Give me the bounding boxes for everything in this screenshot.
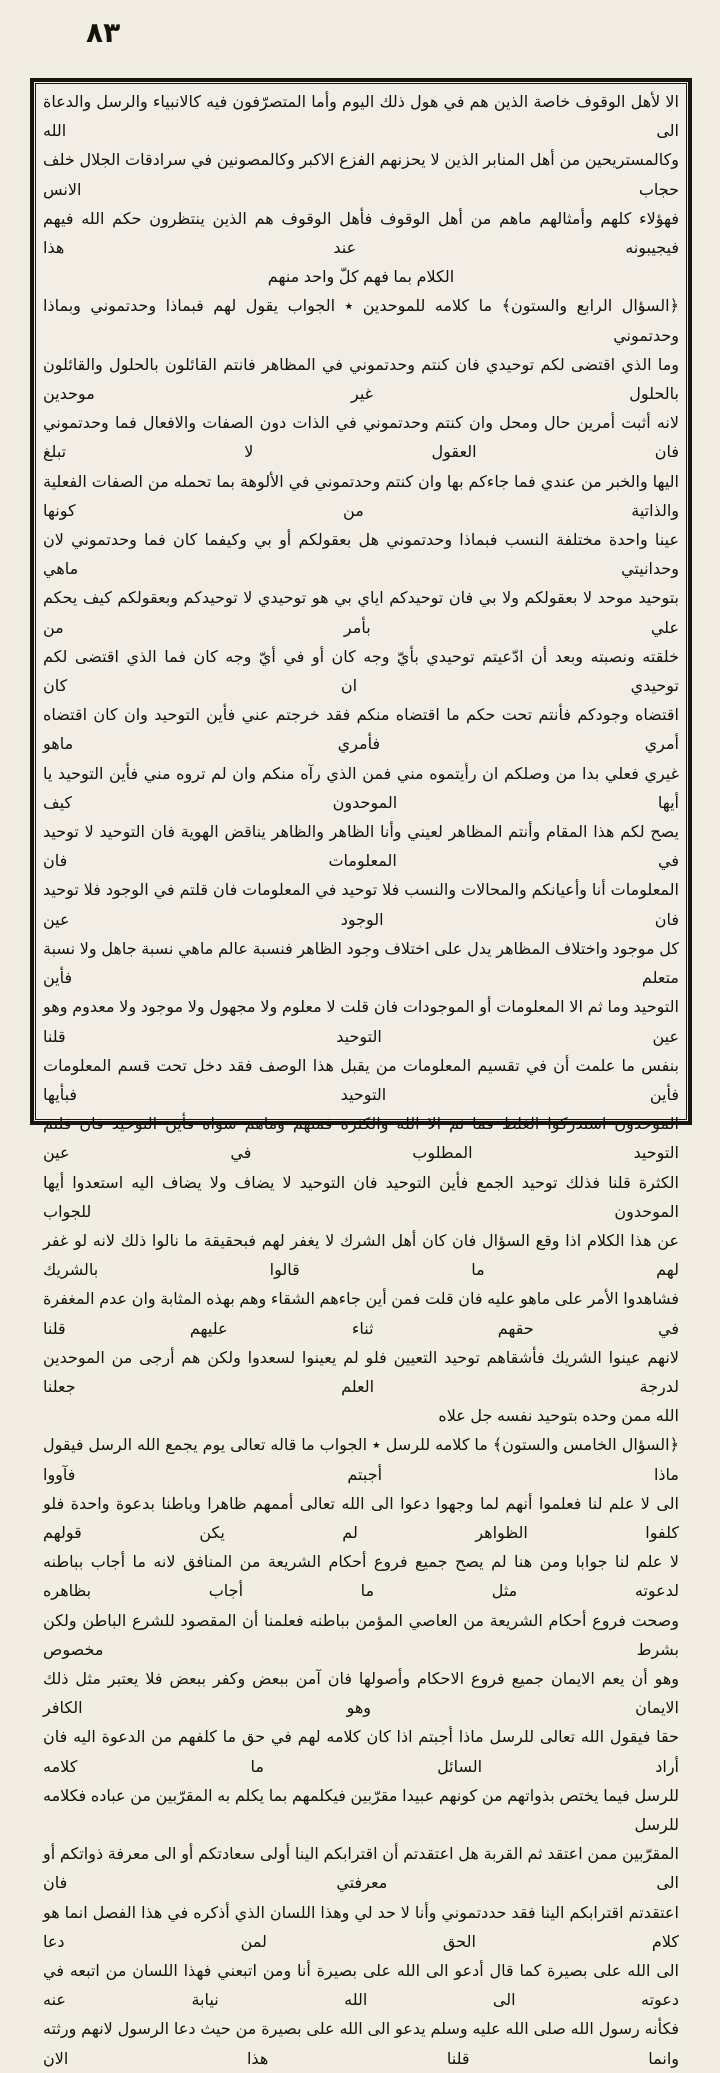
text-line: الله ممن وحده بتوحيد نفسه جل علاه bbox=[438, 1406, 679, 1426]
text-line: يصح لكم هذا المقام وأنتم المظاهر لعيني وأنا الظاهر والظاهر يناقض الهوية فان التوحيد لا توحيد في المعلومات فان bbox=[43, 822, 679, 871]
text-line: خلقته ونصبته وبعد أن ادّعيتم توحيدي بأيّ وجه كان أو في أيّ وجه كان فما الذي اقتضى لكم توحيدي ان كان bbox=[43, 646, 679, 696]
text-frame-inner-border bbox=[35, 83, 687, 2068]
text-line: ﴿السؤال الخامس والستون﴾ ما كلامه للرسل ٭ الجواب ما قاله تعالى يوم يجمع الله الرسل فيقول ماذا أجبتم فآووا bbox=[43, 1435, 679, 1484]
page-number: ٨٣ bbox=[86, 16, 121, 49]
text-frame-outer-border bbox=[30, 78, 692, 2068]
text-line: فكأنه رسول الله صلى الله عليه وسلم يدعو الى الله على بصيرة من حيث دعا الرسول لانهم ورثته وانما قلنا هذا الان bbox=[43, 2019, 679, 2068]
text-line: وهو أن يعم الايمان جميع فروع الاحكام وأصولها فان آمن ببعض وكفر ببعض فلا يعتبر مثل ذلك الايمان وهو الكافر bbox=[43, 1668, 679, 1718]
text-line: حقا فيقول الله تعالى للرسل ماذا أجبتم اذا كان كلامه لهم في حق ما كلفهم من الدعوة اليه فان أراد السائل ما كلامه bbox=[43, 1727, 679, 1776]
text-line: وصحت فروع أحكام الشريعة من العاصي المؤمن بباطنه فعلمنا أن المقصود للشرع الباطن ولكن بشرط مخصوص bbox=[43, 1610, 679, 1659]
text-line: المقرّبين ممن اعتقد ثم القربة هل اعتقدتم أن اقترابكم الينا أولى سعادتكم أو الى معرفة ذواتكم أو الى معرفتي فان bbox=[43, 1844, 679, 1893]
text-line: الموحدون استدركوا الغلط فما ثم الا الله والكثرة فمنهم وماهم سواه فأين التوحيد فان قلتم التوحيد المطلوب في عين bbox=[43, 1114, 679, 1163]
text-line: عينا واحدة مختلفة النسب فبماذا وحدتموني هل بعقولكم أو بي وكيفما كان فما وحدتموني لان وحدانيتي ماهي bbox=[43, 530, 679, 579]
text-line: الا لأهل الوقوف خاصة الذين هم في هول ذلك اليوم وأما المتصرّفون فيه كالانبياء والرسل والدعاة الى الله bbox=[43, 92, 679, 141]
text-line: بتوحيد موحد لا بعقولكم ولا بي فان توحيدكم اياي بي هو توحيدي لا توحيدكم وبعقولكم كيف يحكم علي بأمر من bbox=[43, 588, 679, 637]
text-line: اعتقدتم اقترابكم الينا فقد حددتموني وأنا لا حد لي وهذا اللسان الذي أذكره في هذا الفصل انما هو كلام الحق لمن دعا bbox=[43, 1902, 679, 1951]
text-line: لا علم لنا جوابا ومن هنا لم يصح جميع فروع أحكام الشريعة من المنافق لانه ما أجاب بباطنه لدعوته مثل ما أجاب بظاهره bbox=[43, 1552, 679, 1601]
text-line: وكالمستريحين من أهل المنابر الذين لا يحزنهم الفزع الاكبر وكالمصونين في سرادقات الجلال خلف حجاب الانس bbox=[43, 150, 679, 199]
text-line: عن هذا الكلام اذا وقع السؤال فان كان أهل الشرك لا يغفر لهم فبحقيقة ما نالوا ذلك لانه لو غفر لهم ما قالوا بالشريك bbox=[43, 1230, 679, 1280]
text-line: التوحيد وما ثم الا المعلومات أو الموجودات فان قلت لا معلوم ولا مجهول ولا موجود ولا معدوم وهو عين التوحيد قلنا bbox=[43, 997, 679, 1046]
text-line: لانه أثبت أمرين حال ومحل وان كنتم وحدتموني في الذات دون الصفات والافعال فما وحدتموني فان العقول لا تبلغ bbox=[43, 413, 679, 462]
text-body bbox=[43, 87, 679, 2073]
text-line: وما الذي اقتضى لكم توحيدي فان كنتم وحدتموني في المظاهر فانتم القائلون بالحلول والقائلون بالحلول غير موحدين bbox=[43, 354, 679, 404]
text-line: فشاهدوا الأمر على ماهو عليه فان قلت فمن أين جاءهم الشقاء وهم بهذه المثابة وان عدم المغفرة في حقهم ثناء عليهم قلنا bbox=[43, 1289, 679, 1338]
text-line: لانهم عينوا الشريك فأشقاهم توحيد التعيين فلو لم يعينوا لسعدوا ولكن هم أرجى من الموحدين لدرجة العلم جعلنا bbox=[43, 1347, 679, 1396]
text-line: بنفس ما علمت أن في تقسيم المعلومات من يقبل هذا الوصف فقد دخل تحت قسم المعلومات فأين التوحيد فبأيها bbox=[43, 1055, 679, 1104]
text-line: فهؤلاء كلهم وأمثالهم ماهم من أهل الوقوف فأهل الوقوف هم الذين ينتظرون حكم الله فيهم فيجيبونه عند هذا bbox=[43, 208, 679, 258]
text-line: غيري فعلي بدا من وصلكم ان رأيتموه مني فمن الذي رآه منكم وان لم تروه مني فأين التوحيد يا أيها الموحدون كيف bbox=[43, 763, 679, 812]
text-line: ﴿السؤال الرابع والستون﴾ ما كلامه للموحدين ٭ الجواب يقول لهم فبماذا وحدتموني وبماذا وحدتموني bbox=[43, 296, 679, 345]
text-line: اقتضاه وجودكم فأنتم تحت حكم ما اقتضاه منكم فقد خرجتم عني فأين التوحيد وان كان اقتضاه أمري فأمري ماهو bbox=[43, 705, 679, 754]
text-line: الى لا علم لنا فعلموا أنهم لما وجهوا دعوا الى الله تعالى أممهم ظاهرا وباطنا بدعوة واحدة فلو كلفوا الظواهر لم يكن قولهم bbox=[43, 1493, 679, 1542]
text-line: الكثرة قلنا فذلك توحيد الجمع فأين التوحيد فان التوحيد لا يضاف ولا يضاف اليه استعدوا أيها الموحدون للجواب bbox=[43, 1172, 679, 1221]
text-line: كل موجود واختلاف المظاهر يدل على اختلاف وجود الظاهر فنسبة عالم ماهي نسبة جاهل ولا نسبة متعلم فأين bbox=[43, 938, 679, 988]
text-line: للرسل فيما يختص بذواتهم من كونهم عبيدا مقرّبين فيكلمهم بما يكلم به المقرّبين من عباده فكلامه للرسل bbox=[43, 1785, 679, 1834]
text-line: المعلومات أنا وأعيانكم والمحالات والنسب فلا توحيد في المعلومات فان قلتم في الوجود فلا توحيد فان الوجود عين bbox=[43, 880, 679, 929]
text-line: الى الله على بصيرة كما قال أدعو الى الله على بصيرة أنا ومن اتبعني فهذا اللسان من اتبعه في دعوته الى الله نيابة عنه bbox=[43, 1961, 679, 2010]
text-line: الكلام بما فهم كلّ واحد منهم bbox=[267, 267, 455, 287]
text-line: اليها والخبر من عندي فما جاءكم بها وان كنتم وحدتموني في الألوهة بما تحمله من الصفات الفعلية والذاتية من كونها bbox=[43, 471, 679, 520]
